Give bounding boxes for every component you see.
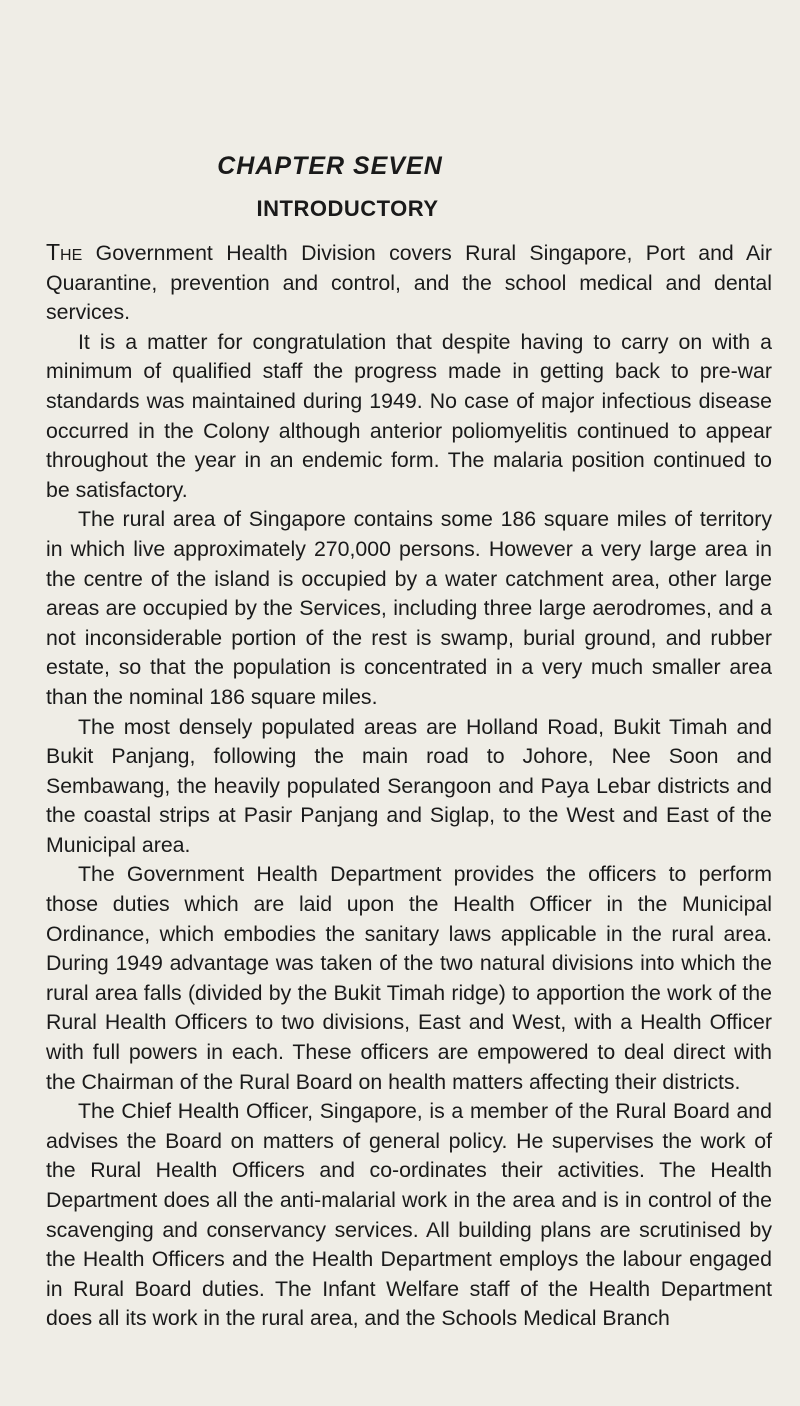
paragraph-1 [46, 238, 772, 328]
paragraph-4: The most densely populated areas are Holland Road, Bukit Timah and Bukit Panjang, following the main road to Johore, Nee Soon and Sembawang, the heavily populated Serangoon and Paya Lebar districts and the coastal strips at Pasir Panjang and Siglap, to the West and East of the Municipal area. [46, 714, 772, 857]
paragraph-6: The Chief Health Officer, Singapore, is a member of the Rural Board and advises the Board on matters of general policy. He supervises the work of the Rural Health Officers and co-ordinates their activities. The Health Department does all the anti-malarial work in the area and is in control of the scavenging and conservancy services. All building plans are scrutinised by the Health Officers and the Health Department employs the labour engaged in Rural Board duties. The Infant Welfare staff of the Health Department does all its work in the rural area, and the Schools Medical Branch [46, 1099, 772, 1331]
paragraph-lead-word: The [46, 239, 83, 265]
chapter-title: CHAPTER SEVEN [217, 152, 443, 180]
paragraph-5: The Government Health Department provides the officers to perform those duties which are laid upon the Health Officer in the Municipal Ordinance, which embodies the sanitary laws applicable in the rural area. During 1949 advantage was taken of the two natural divisions into which the rural area falls (divided by the Bukit Timah ridge) to apportion the work of the Rural Health Officers to two divisions, East and West, with a Health Officer with full powers in each. These officers are empowered to deal direct with the Chairman of the Rural Board on health matters affecting their districts. [46, 862, 772, 1094]
paragraph-3: The rural area of Singapore contains some 186 square miles of territory in which live approximately 270,000 persons. However a very large area in the centre of the island is occupied by a water catchment area, other large areas are occupied by the Services, including three large aerodromes, and a not inconsiderable portion of the rest is swamp, burial ground, and rubber estate, so that the population is concentrated in a very much smaller area than the nominal 186 square miles. [46, 507, 772, 709]
paragraph-text: Government Health Division covers Rural Singapore, Port and Air Quarantine, prevention and control, and the school medical and dental services. [46, 241, 772, 325]
paragraph-2: It is a matter for congratulation that despite having to carry on with a minimum of qualified staff the progress made in getting back to pre-war standards was maintained during 1949. No case of major infectious disease occurred in the Colony although anterior poliomyelitis continued to appear throughout the year in an endemic form. The malaria position continued to be satisfactory. [46, 329, 772, 502]
section-title: INTRODUCTORY [256, 196, 439, 221]
body-text [46, 238, 772, 1334]
